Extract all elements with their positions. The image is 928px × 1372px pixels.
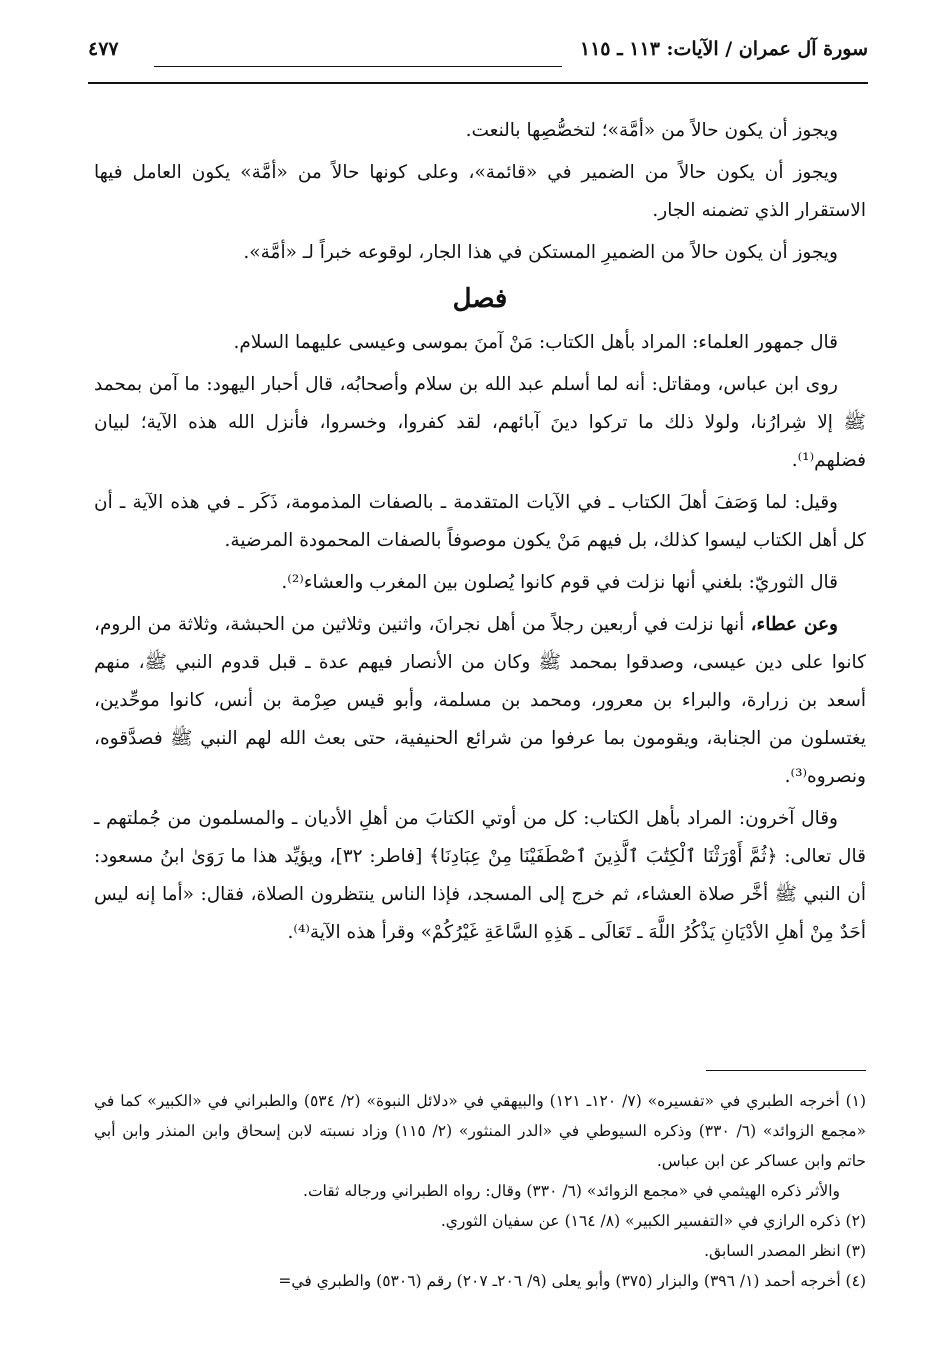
running-header <box>88 38 868 78</box>
main-text <box>94 112 866 956</box>
section-paragraph-1: قال جمهور العلماء: المراد بأهل الكتاب: مَنْ آمنَ بموسى وعيسى عليهما السلام. <box>233 332 838 353</box>
page-number: ٤٧٧ <box>88 38 119 60</box>
footnote-4: (٤) أخرجه أحمد (١/ ٣٩٦) والبزار (٣٧٥) وأبو يعلى (٩/ ٢٠٦ـ ٢٠٧) رقم (٥٣٠٦) والطبري في= <box>278 1272 866 1290</box>
section-paragraph-3: وقيل: لما وَصَفَ أهلَ الكتاب ـ في الآيات المتقدمة ـ بالصفات المذمومة، ذَكَر ـ في هذه الآية ـ أن كل أهل الكتاب ليسوا كذلك، بل فيهم مَنْ يكون موصوفاً بالصفات المحمودة المرضية. <box>94 492 866 551</box>
section-paragraph-5 <box>94 606 866 796</box>
header-divider <box>88 82 868 84</box>
paragraph-2: ويجوز أن يكون حالاً من الضمير في «قائمة»، وعلى كونها حالاً من «أمَّة» يكون العامل فيها الاستقرار الذي تضمنه الجار. <box>94 162 866 221</box>
footnotes <box>94 1086 866 1296</box>
paragraph-3: ويجوز أن يكون حالاً من الضميرِ المستكن في هذا الجار، لوقوعه خبراً لـ «أمَّة». <box>243 242 838 263</box>
footnote-1: (١) أخرجه الطبري في «تفسيره» (٧/ ١٢٠ـ ١٢١) والبيهقي في «دلائل النبوة» (٢/ ٥٣٤) والطبراني في «الكبير» كما في «مجمع الزوائد» (٦/ ٣٣٠) وذكره السيوطي في «الدر المنثور» (٢/ ١١٥) وزاد نسبته لابن إسحاق وابن المنذر وابن أبي حاتم وابن عساكر عن ابن عباس. <box>94 1092 867 1170</box>
ata-text: أنها نزلت في أربعين رجلاً من أهل نجرانَ، واثنين وثلاثين من الحبشة، وثلاثة من الروم، كانوا على دين عيسى، وصدقوا بمحمد ﷺ وكان من الأنصار فيهم عدة ـ قبل قدوم النبي ﷺ، منهم أسعد بن زرارة، والبراء بن معرور، ومحمد بن مسلمة، وأبو قيس صِرْمة بن أنس، كانوا موحِّدين، يغتسلون من الجنابة، ويقومون بما عرفوا من شرائع الحنيفية، حتى بعث الله لهم النبي ﷺ فصدَّقوه، ونصروه⁽³⁾. <box>94 614 866 787</box>
ata-lead: وعن عطاء، <box>750 614 838 635</box>
section-paragraph-2: روى ابن عباس، ومقاتل: أنه لما أسلم عبد الله بن سلام وأصحابُه، قال أحبار اليهود: ما آمن بمحمد ﷺ إلا شِرارُنا، ولولا ذلك ما تركوا دينَ آبائهم، لقد كفروا، وخسروا، فأنزل الله هذه الآية؛ لبيان فضلهم⁽¹⁾. <box>94 374 866 471</box>
header-title: سورة آل عمران / الآيات: ١١٣ ـ ١١٥ <box>579 38 868 60</box>
section-paragraph-6: وقال آخرون: المراد بأهل الكتاب: كل من أوتي الكتابَ من أهلِ الأديان ـ والمسلمون من جُملتهم ـ قال تعالى: ﴿ثُمَّ أَوْرَثْنَا ٱلْكِتَٰبَ ٱلَّذِينَ ٱصْطَفَيْنَا مِنْ عِبَادِنَا﴾ [فاطر: ٣٢]، ويؤيِّد هذا ما رَوَىٰ ابنُ مسعود: أن النبي ﷺ أخَّر صلاة العشاء، ثم خرج إلى المسجد، فإذا الناس ينتظرون الصلاة، فقال: «أما إنه ليس أحَدٌ مِنْ أهلِ الأدْيَانِ يَذْكُرُ اللَّهَ ـ تَعَالَى ـ هَذِهِ السَّاعَةِ غَيْرُكُمْ» وقرأ هذه الآية⁽⁴⁾. <box>94 808 866 943</box>
footnote-separator <box>706 1070 866 1071</box>
section-paragraph-4: قال الثوريّ: بلغني أنها نزلت في قوم كانوا يُصلون بين المغرب والعشاء⁽²⁾. <box>281 572 838 593</box>
footnote-3: (٣) انظر المصدر السابق. <box>704 1242 866 1260</box>
section-heading: فصل <box>452 284 508 314</box>
footnote-2: (٢) ذكره الرازي في «التفسير الكبير» (٨/ ١٦٤) عن سفيان الثوري. <box>440 1212 866 1230</box>
footnote-1-continuation: والأثر ذكره الهيثمي في «مجمع الزوائد» (٦/ ٣٣٠) وقال: رواه الطبراني ورجاله ثقات. <box>303 1182 840 1200</box>
header-rule <box>154 66 562 67</box>
paragraph-1: ويجوز أن يكون حالاً من «أمَّة»؛ لتخصُّصِها بالنعت. <box>465 120 838 141</box>
